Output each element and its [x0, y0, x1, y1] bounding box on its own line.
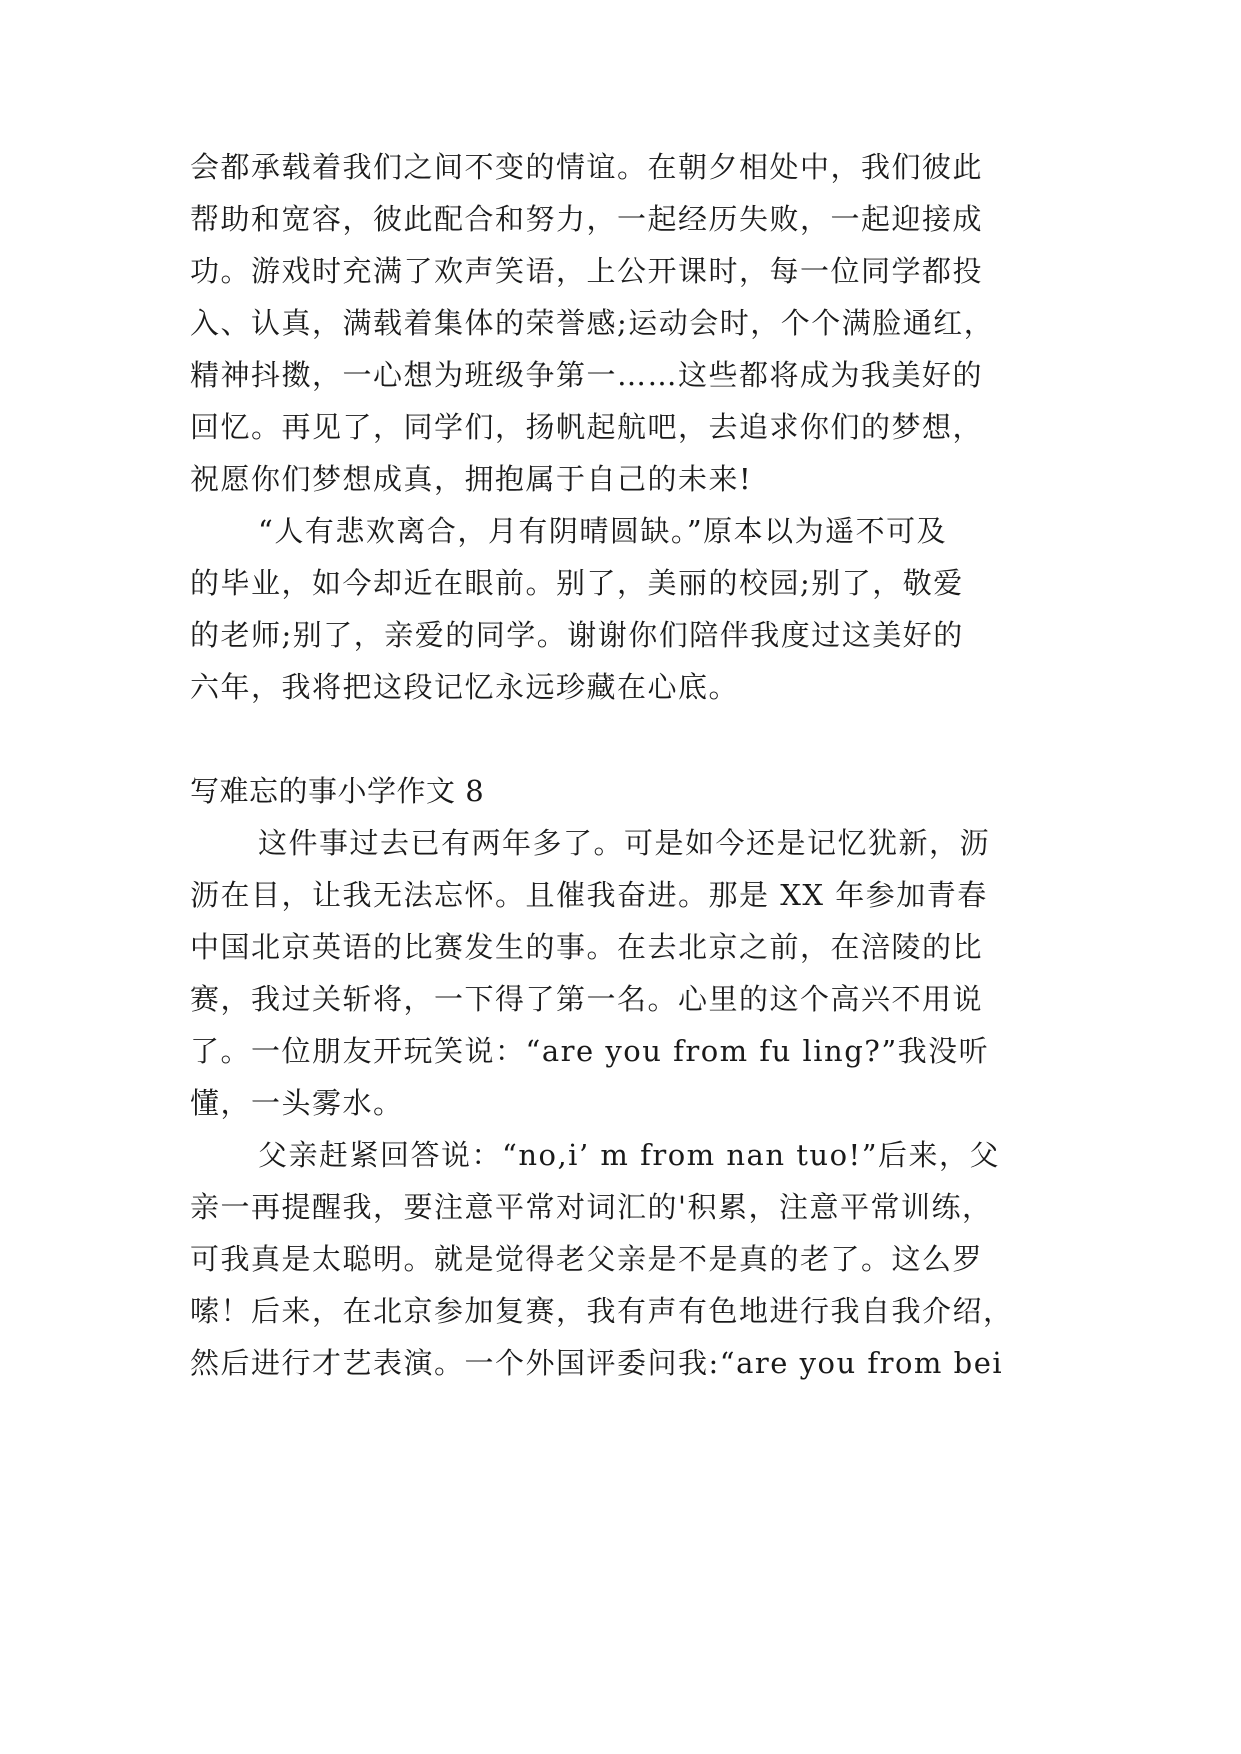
text-line: 懂，一头雾水。	[190, 1086, 404, 1120]
text-line: 的老师;别了，亲爱的同学。谢谢你们陪伴我度过这美好的	[190, 618, 964, 652]
text-line: 六年，我将把这段记忆永远珍藏在心底。	[190, 670, 740, 704]
text-line: 祝愿你们梦想成真，拥抱属于自己的未来!	[190, 462, 753, 496]
text-line: 回忆。再见了，同学们，扬帆起航吧，去追求你们的梦想，	[190, 410, 984, 444]
text-line: 可我真是太聪明。就是觉得老父亲是不是真的老了。这么罗	[190, 1242, 984, 1276]
text-line: 精神抖擞，一心想为班级争第一……这些都将成为我美好的	[190, 358, 984, 392]
text-line: 功。游戏时充满了欢声笑语，上公开课时，每一位同学都投	[190, 254, 984, 288]
text-line: 然后进行才艺表演。一个外国评委问我:“are you from bei	[190, 1346, 1004, 1380]
text-line: 会都承载着我们之间不变的情谊。在朝夕相处中，我们彼此	[190, 150, 984, 184]
text-line: 的毕业，如今却近在眼前。别了，美丽的校园;别了，敬爱	[190, 566, 964, 600]
text-line: 了。一位朋友开玩笑说：“are you from fu ling?”我没听	[190, 1034, 990, 1068]
text-line: “人有悲欢离合，月有阴晴圆缺。”原本以为遥不可及	[258, 514, 948, 548]
text-line: 中国北京英语的比赛发生的事。在去北京之前，在涪陵的比	[190, 930, 984, 964]
text-line: 嗦！后来，在北京参加复赛，我有声有色地进行我自我介绍，	[190, 1294, 1014, 1328]
text-line: 这件事过去已有两年多了。可是如今还是记忆犹新，沥	[258, 826, 991, 860]
text-line: 帮助和宽容，彼此配合和努力，一起经历失败，一起迎接成	[190, 202, 984, 236]
text-line: 赛，我过关斩将，一下得了第一名。心里的这个高兴不用说	[190, 982, 984, 1016]
text-line: 亲一再提醒我，要注意平常对词汇的'积累，注意平常训练，	[190, 1190, 993, 1224]
text-line: 入、认真，满载着集体的荣誉感;运动会时，个个满脸通红，	[190, 306, 995, 340]
text-line: 沥在目，让我无法忘怀。且催我奋进。那是 XX 年参加青春	[190, 878, 988, 912]
text-line: 父亲赶紧回答说：“no,i’ m from nan tuo!”后来，父	[258, 1138, 1001, 1172]
section-heading: 写难忘的事小学作文 8	[190, 774, 485, 808]
